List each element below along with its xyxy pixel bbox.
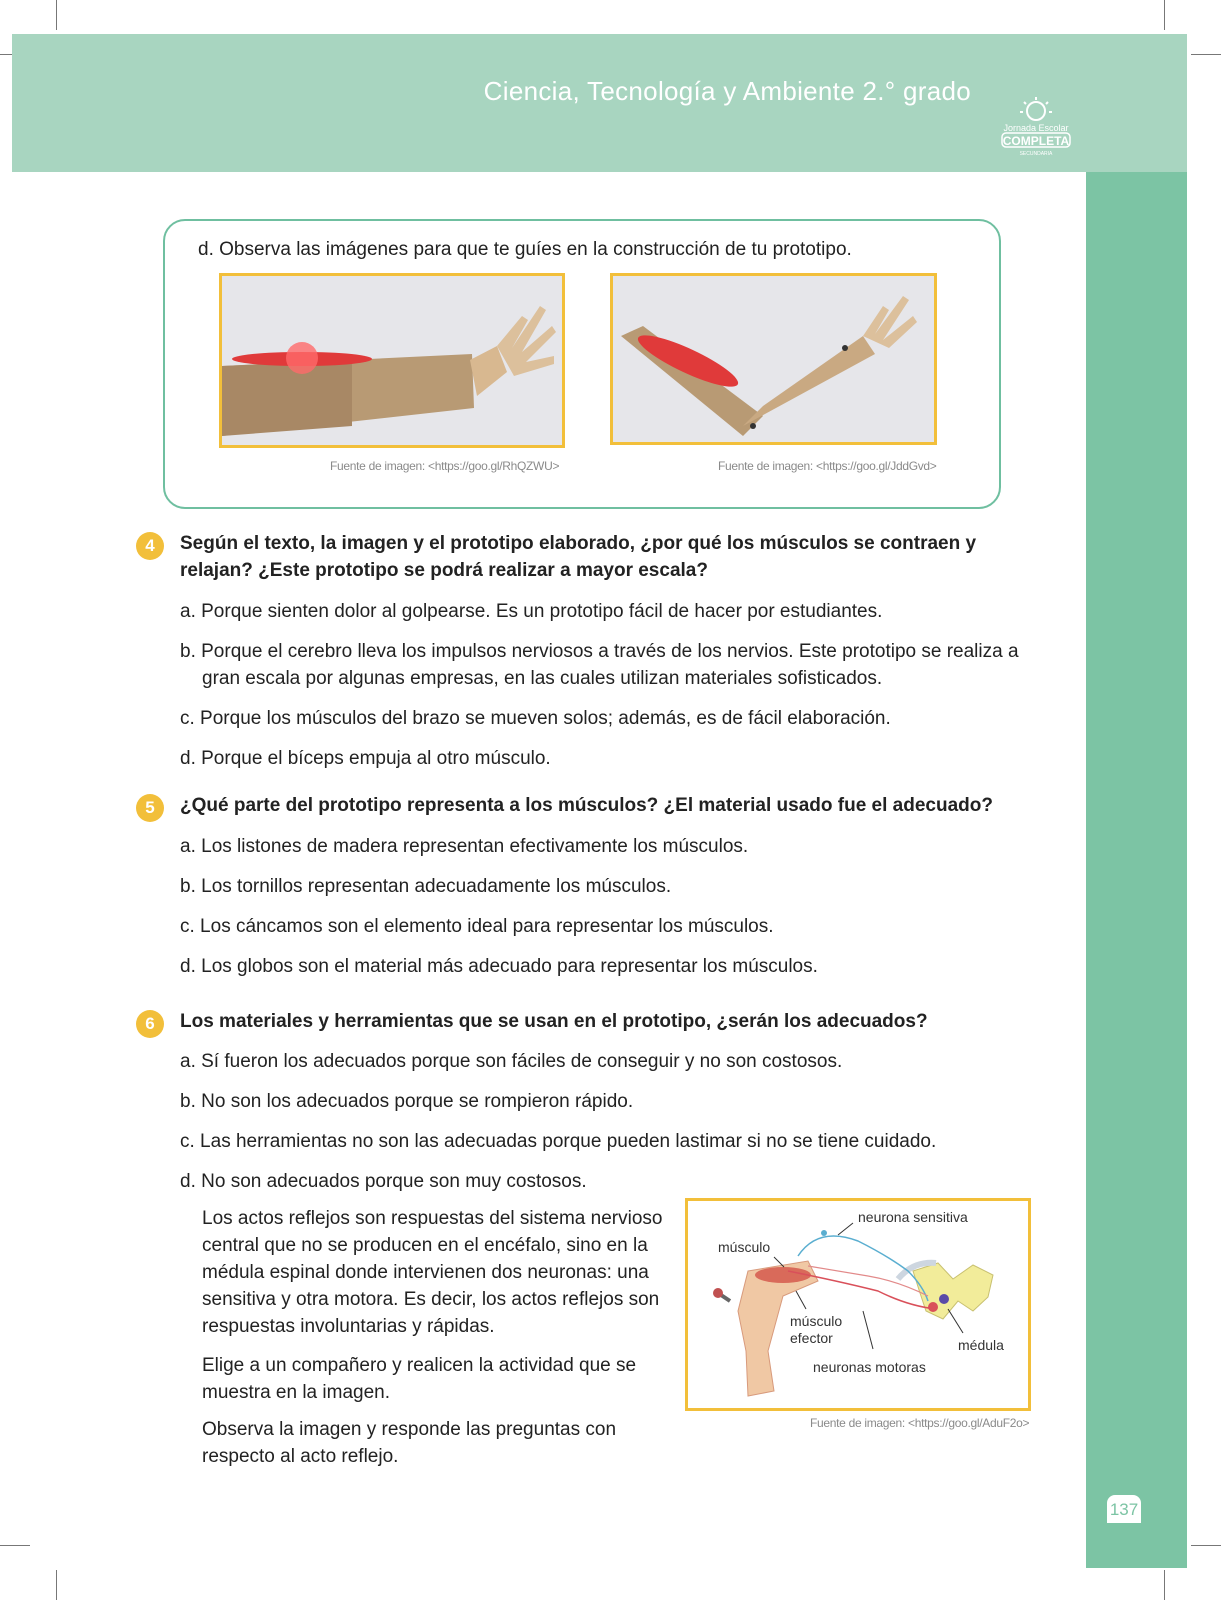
reflex-p3-line: respecto al acto reflejo. <box>202 1446 399 1467</box>
question-5-option-d: d. Los globos son el material más adecuado para representar los músculos. <box>180 956 818 977</box>
question-4-option-b <box>180 638 1040 692</box>
question-4-option-c: c. Porque los músculos del brazo se mueven solos; además, es de fácil elaboración. <box>180 708 891 729</box>
question-5-text: ¿Qué parte del prototipo representa a los músculos? ¿El material usado fue el adecuado? <box>180 795 993 816</box>
prototype-photo-straight <box>219 273 565 448</box>
label-medula: médula <box>958 1337 1004 1353</box>
label-neuronas-motoras: neuronas motoras <box>813 1359 926 1375</box>
question-6-text: Los materiales y herramientas que se usan en el prototipo, ¿serán los adecuados? <box>180 1011 928 1032</box>
logo-text-jornada: Jornada Escolar <box>1003 123 1069 133</box>
instruction-text: d. Observa las imágenes para que te guíes en la construcción de tu prototipo. <box>198 239 852 260</box>
crop-mark <box>1191 54 1221 55</box>
reflex-p1-line: respuestas involuntarias y rápidas. <box>202 1316 495 1337</box>
crop-mark <box>0 1545 30 1546</box>
reflex-p3-line: Observa la imagen y responde las preguntas con <box>202 1419 617 1440</box>
crop-mark <box>56 0 57 30</box>
question-6-option-d: d. No son adecuados porque son muy costosos. <box>180 1171 587 1192</box>
page-title: Ciencia, Tecnología y Ambiente 2.° grado <box>483 76 971 106</box>
label-musculo-efector-line-1: músculo <box>790 1313 843 1329</box>
reflex-p2-line: muestra en la imagen. <box>202 1382 390 1403</box>
question-number-5: 5 <box>136 794 164 822</box>
page-number: 137 <box>1107 1495 1141 1523</box>
question-4-option-a: a. Porque sienten dolor al golpearse. Es un prototipo fácil de hacer por estudiantes. <box>180 601 883 622</box>
reflex-p1-line: médula espinal donde intervienen dos neuronas: una <box>202 1262 649 1283</box>
crop-mark <box>1164 1570 1165 1600</box>
reflex-p1-line: Los actos reflejos son respuestas del sistema nervioso <box>202 1208 663 1229</box>
question-4-text <box>180 530 1030 584</box>
question-6-option-c: c. Las herramientas no son las adecuadas porque pueden lastimar si no se tiene cuidado. <box>180 1131 937 1152</box>
reflex-paragraph-3 <box>202 1416 682 1470</box>
question-5-option-a: a. Los listones de madera representan efectivamente los músculos. <box>180 836 749 857</box>
question-6-option-b: b. No son los adecuados porque se rompieron rápido. <box>180 1091 634 1112</box>
label-musculo-efector-line-2: efector <box>790 1330 833 1346</box>
logo-text-completa: COMPLETA <box>1002 134 1070 148</box>
reflex-paragraph-1 <box>202 1205 682 1340</box>
label-musculo-efector <box>790 1313 842 1347</box>
diagram-source: Fuente de imagen: <https://goo.gl/AduF2o> <box>810 1416 1030 1430</box>
crop-mark <box>1191 1545 1221 1546</box>
reflex-p1-line: sensitiva y otra motora. Es decir, los actos reflejos son <box>202 1289 660 1310</box>
reflex-arc-diagram <box>685 1198 1031 1411</box>
image-source-1: Fuente de imagen: <https://goo.gl/RhQZWU> <box>330 459 560 473</box>
side-bar <box>1086 172 1187 1568</box>
crop-mark <box>56 1570 57 1600</box>
prototype-photo-bent <box>610 273 937 445</box>
reflex-paragraph-2 <box>202 1352 682 1406</box>
crop-mark <box>1164 0 1165 30</box>
question-number-6: 6 <box>136 1010 164 1038</box>
question-5-option-c: c. Los cáncamos son el elemento ideal para representar los músculos. <box>180 916 774 937</box>
question-4-line-1: Según el texto, la imagen y el prototipo elaborado, ¿por qué los músculos se contraen y <box>180 533 977 554</box>
question-number-4: 4 <box>136 532 164 560</box>
question-4-option-b-line-1: b. Porque el cerebro lleva los impulsos nerviosos a través de los nervios. Este prototipo se realiza a <box>180 641 1019 662</box>
question-4-option-b-line-2: gran escala por algunas empresas, en las cuales utilizan materiales sofisticados. <box>202 668 883 689</box>
reflex-p2-line: Elige a un compañero y realicen la actividad que se <box>202 1355 637 1376</box>
image-source-2: Fuente de imagen: <https://goo.gl/JddGvd> <box>718 459 937 473</box>
question-6-option-a: a. Sí fueron los adecuados porque son fáciles de conseguir y no son costosos. <box>180 1051 843 1072</box>
question-4-option-d: d. Porque el bíceps empuja al otro músculo. <box>180 748 551 769</box>
question-4-line-2: relajan? ¿Este prototipo se podrá realizar a mayor escala? <box>180 560 708 581</box>
reflex-p1-line: central que no se producen en el encéfalo, sino en la <box>202 1235 648 1256</box>
logo-text-secundaria: SECUNDARIA <box>1019 151 1053 157</box>
question-5-option-b: b. Los tornillos representan adecuadamente los músculos. <box>180 876 672 897</box>
label-musculo: músculo <box>718 1239 771 1255</box>
label-neurona-sensitiva: neurona sensitiva <box>858 1209 968 1225</box>
jornada-escolar-logo <box>996 95 1076 157</box>
